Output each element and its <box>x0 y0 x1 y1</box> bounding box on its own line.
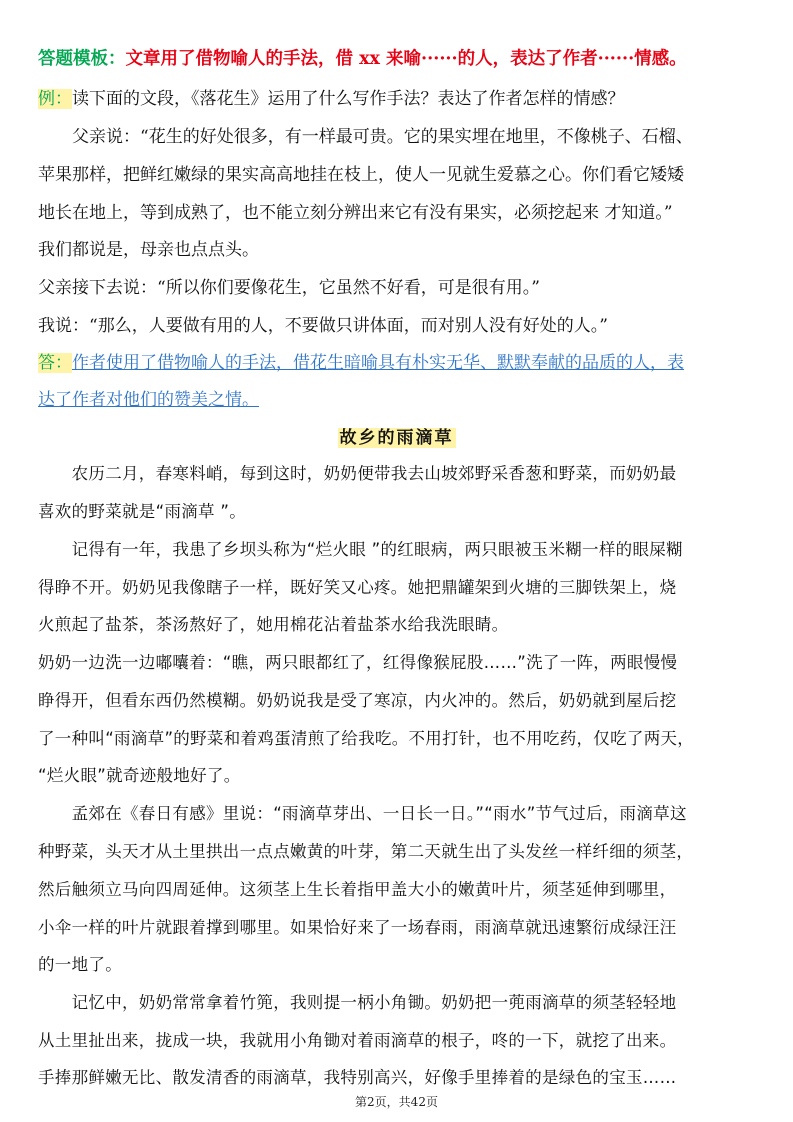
passage-line: 我说：“那么，人要做有用的人，不要做只讲体面，而对别人没有好处的人。” <box>38 316 608 336</box>
example-question <box>38 87 758 111</box>
story-line: 喜欢的野菜就是“雨滴草 ”。 <box>38 502 247 521</box>
example-answer-continued <box>38 388 758 412</box>
story-line: 的一地了。 <box>38 955 122 974</box>
passage-line: 苹果那样，把鲜红嫩绿的果实高高地挂在枝上，使人一见就生爱慕之心。你们看它矮矮 <box>38 165 684 185</box>
answer-text: 达了作者对他们的赞美之情。 <box>38 390 259 410</box>
answer-text: 作者使用了借物喻人的手法，借花生暗喻具有朴实无华、默默奉献的品质的人，表 <box>72 353 684 373</box>
story-line: 手捧那鲜嫩无比、散发清香的雨滴草，我特别高兴，好像手里捧着的是绿色的宝玉…… <box>38 1068 677 1087</box>
example-label: 例： <box>38 89 72 109</box>
passage-line: 父亲说：“花生的好处很多，有一样最可贵。它的果实埋在地里，不像桃子、石榴、 <box>38 127 693 147</box>
example-question-text: 读下面的文段，《落花生》运用了什么写作手法？表达了作者怎样的情感？ <box>72 89 625 109</box>
example-answer <box>38 351 758 375</box>
story-line: 奶奶一边洗一边嘟囔着：“瞧，两只眼都红了，红得像猴屁股……”洗了一阵，两眼慢慢 <box>38 653 678 672</box>
story-line: 孟郊在《春日有感》里说：“雨滴草芽出、一日长一日。”“雨水”节气过后，雨滴草这 <box>38 804 687 823</box>
page-number: 第2页，共42页 <box>355 1095 438 1109</box>
passage-line: 我们都说是，母亲也点点头。 <box>38 240 259 260</box>
story-line: 记得有一年，我患了乡坝头称为“烂火眼 ”的红眼病，两只眼被玉米糊一样的眼屎糊 <box>38 540 683 559</box>
story-line: 得睁不开。奶奶见我像瞎子一样，既好笑又心疼。她把鼎罐架到火塘的三脚铁架上，烧 <box>38 578 677 597</box>
passage-line: 地长在地上，等到成熟了，也不能立刻分辨出来它有没有果实，必须挖起来 才知道。” <box>38 203 673 223</box>
answer-template <box>38 47 758 71</box>
story-line: “烂火眼”就奇迹般地好了。 <box>38 766 241 785</box>
story-line: 种野菜，头天才从土里拱出一点点嫩黄的叶芽，第二天就生出了头发丝一样纤细的须茎， <box>38 842 694 861</box>
story-title <box>0 423 793 448</box>
story-line: 了一种叫“雨滴草”的野菜和着鸡蛋清煎了给我吃。不用打针，也不用吃药，仅吃了两天， <box>38 729 695 748</box>
story-line: 睁得开，但看东西仍然模糊。奶奶说我是受了寒凉，内火冲的。然后，奶奶就到屋后挖 <box>38 691 677 710</box>
passage-line: 父亲接下去说：“所以你们要像花生，它虽然不好看，可是很有用。” <box>38 278 540 298</box>
story-title-text: 故乡的雨滴草 <box>339 428 454 448</box>
story-line: 小伞一样的叶片就跟着撑到哪里。如果恰好来了一场春雨，雨滴草就迅速繁衍成绿汪汪 <box>38 918 677 937</box>
story-line: 记忆中，奶奶常常拿着竹篼，我则提一柄小角锄。奶奶把一蔸雨滴草的须茎轻轻地 <box>38 993 677 1012</box>
story-line: 农历二月，春寒料峭，每到这时，奶奶便带我去山坡郊野采香葱和野菜，而奶奶最 <box>38 464 677 483</box>
story-line: 火煎起了盐茶，茶汤熬好了，她用棉花沾着盐茶水给我洗眼睛。 <box>38 615 509 634</box>
template-text: 文章用了借物喻人的手法，借 xx 来喻······的人，表达了作者······情感。 <box>125 49 687 69</box>
template-label: 答题模板： <box>38 49 126 69</box>
answer-label: 答： <box>38 353 72 373</box>
story-line: 从土里扯出来，拢成一块，我就用小角锄对着雨滴草的根子，咚的一下，就挖了出来。 <box>38 1031 677 1050</box>
story-line: 然后触须立马向四周延伸。这须茎上生长着指甲盖大小的嫩黄叶片，须茎延伸到哪里， <box>38 880 677 899</box>
